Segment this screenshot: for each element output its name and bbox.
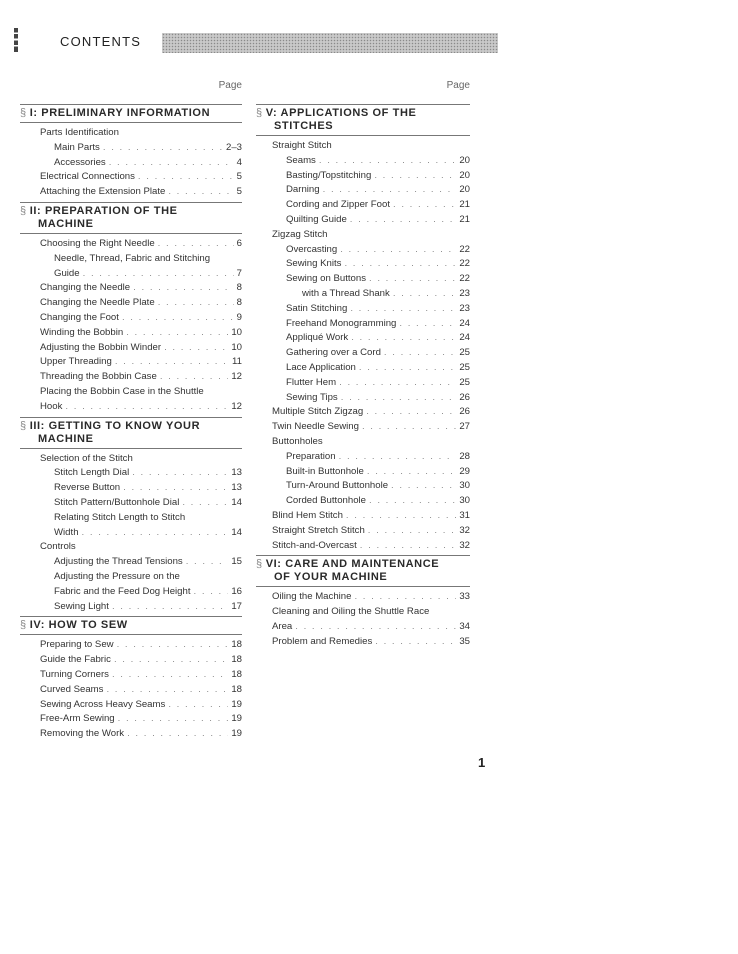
dot-leader	[339, 450, 457, 465]
entry-title: Sewing Knits	[286, 258, 342, 270]
dot-leader	[168, 185, 233, 200]
entry-page: 23	[459, 287, 470, 299]
entry-title: Sewing Light	[54, 600, 109, 612]
toc-entry	[20, 341, 242, 356]
dot-leader	[168, 698, 228, 713]
entry-title: Overcasting	[286, 243, 338, 255]
entry-title: Changing the Needle Plate	[40, 297, 155, 309]
toc-entry	[20, 311, 242, 326]
entry-page: 22	[459, 243, 470, 255]
section-title	[20, 417, 242, 449]
entry-title: Cording and Zipper Foot	[286, 199, 390, 211]
entry-page: 21	[459, 213, 470, 225]
section-symbol: §	[256, 107, 263, 119]
entry-page: 33	[459, 591, 470, 603]
entry-title: Seams	[286, 154, 316, 166]
dot-leader	[354, 590, 456, 605]
section-title-line	[20, 218, 242, 231]
entry-title: Main Parts	[54, 141, 100, 153]
entry-title: Winding the Bobbin	[40, 326, 124, 338]
section-title-line	[20, 420, 242, 433]
dot-leader	[103, 141, 223, 156]
entry-title: Sewing Across Heavy Seams	[40, 698, 166, 710]
dot-leader	[186, 555, 229, 570]
entry-title: Reverse Button	[54, 482, 121, 494]
dot-leader	[118, 712, 229, 727]
dot-leader	[158, 237, 234, 252]
entry-title: Parts Identification	[40, 127, 119, 138]
section-title-text: STITCHES	[274, 120, 334, 132]
entry-title: Electrical Connections	[40, 171, 135, 183]
dot-leader	[114, 653, 228, 668]
header-band	[162, 33, 498, 53]
toc-entry	[256, 272, 470, 287]
entry-title: Needle, Thread, Fabric and Stitching	[54, 252, 211, 264]
entry-title: Accessories	[54, 156, 106, 168]
dot-leader	[393, 198, 456, 213]
toc-entry	[20, 600, 242, 615]
entry-title: Stitch Pattern/Buttonhole Dial	[54, 496, 180, 508]
entry-page: 12	[231, 400, 242, 412]
entry-page: 2–3	[225, 141, 242, 153]
toc-section	[20, 202, 242, 415]
toc-entry	[20, 355, 242, 370]
toc-entry	[256, 317, 470, 332]
toc-entry	[256, 494, 470, 509]
dot-leader	[182, 496, 228, 511]
entry-title: Basting/Topstitching	[286, 169, 372, 181]
toc-entry	[20, 141, 242, 156]
header-mark	[14, 28, 18, 52]
dot-leader	[109, 156, 234, 171]
section-title-text: III: GETTING TO KNOW YOUR	[29, 419, 201, 432]
entry-title: Removing the Work	[40, 728, 125, 740]
entry-title: Area	[272, 620, 293, 632]
entry-title: Attaching the Extension Plate	[40, 186, 166, 198]
entry-page: 7	[236, 267, 242, 279]
dot-leader	[360, 539, 457, 554]
toc-entry	[256, 302, 470, 317]
toc-entry	[256, 590, 470, 605]
entry-page: 10	[231, 341, 242, 353]
dot-leader	[350, 302, 456, 317]
entry-page: 35	[459, 635, 470, 647]
entry-page: 22	[459, 258, 470, 270]
toc-entry	[20, 570, 242, 585]
toc-entry	[256, 287, 470, 302]
toc-section	[20, 104, 242, 200]
section-title-text: OF YOUR MACHINE	[274, 571, 388, 584]
dot-leader	[127, 727, 228, 742]
toc-entry	[256, 169, 470, 184]
entry-page: 25	[459, 376, 470, 388]
toc-entry	[20, 540, 242, 555]
section-title-text: V: APPLICATIONS OF THE	[265, 107, 417, 119]
entry-title: Multiple Stitch Zigzag	[272, 406, 364, 418]
toc-entry	[20, 296, 242, 311]
toc-entry	[256, 420, 470, 435]
entry-page: 17	[231, 600, 242, 612]
entry-page: 11	[232, 356, 242, 368]
entry-page: 27	[459, 421, 470, 433]
toc-entry	[256, 435, 470, 450]
toc-entry	[256, 154, 470, 169]
entry-title: Gathering over a Cord	[286, 347, 381, 359]
toc-entry	[20, 698, 242, 713]
dot-leader	[112, 668, 228, 683]
toc-entry	[256, 228, 470, 243]
entry-title: Adjusting the Bobbin Winder	[40, 341, 162, 353]
section-title-line	[20, 619, 242, 632]
toc-entry	[256, 479, 470, 494]
section-title-line	[20, 433, 242, 446]
entry-title: Straight Stretch Stitch	[272, 524, 365, 536]
entry-title: Turn-Around Buttonhole	[286, 480, 389, 492]
toc-entry	[20, 526, 242, 541]
entry-title: Choosing the Right Needle	[40, 237, 155, 249]
entry-title: Blind Hem Stitch	[272, 509, 343, 521]
dot-leader	[117, 638, 229, 653]
entry-title: Cleaning and Oiling the Shuttle Race	[272, 606, 430, 618]
toc-entry	[256, 361, 470, 376]
entry-title: Curved Seams	[40, 683, 104, 695]
entry-page: 26	[459, 391, 470, 403]
entry-page: 19	[231, 698, 242, 710]
entry-page: 24	[459, 317, 470, 329]
entry-title: Sewing Tips	[286, 391, 338, 403]
dot-leader	[138, 170, 234, 185]
entry-title: Twin Needle Sewing	[272, 421, 359, 433]
dot-leader	[351, 331, 456, 346]
dot-leader	[393, 287, 457, 302]
dot-leader	[112, 600, 228, 615]
entry-title: Upper Threading	[40, 356, 112, 368]
entry-page: 31	[459, 509, 470, 521]
dot-leader	[366, 405, 456, 420]
entry-page: 14	[231, 496, 242, 508]
dot-leader	[344, 257, 456, 272]
toc-entry	[256, 331, 470, 346]
toc-entry	[256, 183, 470, 198]
entry-page: 25	[459, 361, 470, 373]
entry-page: 12	[231, 371, 242, 383]
dot-leader	[106, 683, 228, 698]
toc-entry	[256, 605, 470, 620]
entry-title: Corded Buttonhole	[286, 495, 367, 507]
section-title-text: I: PRELIMINARY INFORMATION	[29, 107, 211, 119]
dot-leader	[319, 154, 456, 169]
entry-title: Problem and Remedies	[272, 635, 373, 647]
section-title	[20, 104, 242, 123]
entry-page: 10	[231, 326, 242, 338]
entry-page: 5	[236, 171, 242, 183]
toc-entry	[256, 465, 470, 480]
entry-page: 21	[459, 199, 470, 211]
entry-title: Stitch Length Dial	[54, 467, 130, 479]
dot-leader	[369, 494, 456, 509]
dot-leader	[164, 341, 228, 356]
entry-page: 29	[459, 465, 470, 477]
entry-page: 22	[459, 273, 470, 285]
toc-entry	[256, 450, 470, 465]
entry-page: 15	[231, 556, 242, 568]
dot-leader	[65, 400, 228, 415]
entry-title: Flutter Hem	[286, 376, 337, 388]
toc-entry	[256, 346, 470, 361]
toc-section	[20, 616, 242, 742]
dot-leader	[350, 213, 457, 228]
section-title-line	[256, 558, 470, 571]
dot-leader	[346, 509, 456, 524]
dot-leader	[341, 391, 457, 406]
entry-page: 24	[459, 332, 470, 344]
section-title-line	[20, 107, 242, 120]
entry-page: 30	[459, 495, 470, 507]
entry-title: Quilting Guide	[286, 213, 347, 225]
entry-page: 16	[231, 585, 242, 597]
entry-page: 18	[231, 668, 242, 680]
dot-leader	[367, 465, 456, 480]
entry-title: Zigzag Stitch	[272, 228, 328, 240]
toc-entry	[20, 668, 242, 683]
section-title-text: IV: HOW TO SEW	[29, 619, 128, 632]
toc-entry	[20, 281, 242, 296]
dot-leader	[359, 361, 456, 376]
section-title	[20, 202, 242, 234]
entry-page: 14	[231, 526, 242, 538]
toc-entry	[256, 139, 470, 154]
entry-title: Sewing on Buttons	[286, 273, 367, 285]
entry-title: Controls	[40, 541, 76, 553]
dot-leader	[122, 311, 234, 326]
dot-leader	[132, 466, 228, 481]
dot-leader	[340, 243, 456, 258]
page-column-label: Page	[218, 80, 242, 91]
section-symbol: §	[20, 419, 27, 432]
toc-entry	[20, 237, 242, 252]
entry-title: Changing the Needle	[40, 282, 131, 294]
toc-entry	[256, 524, 470, 539]
dot-leader	[391, 479, 456, 494]
toc-entry	[20, 252, 242, 267]
toc-entry	[20, 185, 242, 200]
toc-entry	[256, 257, 470, 272]
entry-page: 13	[231, 482, 242, 494]
toc-entry	[20, 170, 242, 185]
dot-leader	[160, 370, 229, 385]
entry-title: Stitch-and-Overcast	[272, 539, 357, 551]
toc-section	[256, 104, 470, 553]
section-title	[20, 616, 242, 635]
toc-entry	[20, 585, 242, 600]
entry-title: Threading the Bobbin Case	[40, 371, 157, 383]
dot-leader	[374, 169, 456, 184]
toc-entry	[20, 370, 242, 385]
section-title	[256, 555, 470, 587]
toc-entry	[20, 466, 242, 481]
entry-page: 20	[459, 184, 470, 196]
dot-leader	[194, 585, 229, 600]
dot-leader	[123, 481, 228, 496]
page-title: CONTENTS	[60, 34, 142, 49]
section-title-line	[256, 107, 470, 120]
toc-entry	[256, 213, 470, 228]
toc-entry	[20, 267, 242, 282]
toc-entry	[20, 712, 242, 727]
toc-entry	[20, 400, 242, 415]
entry-title: Guide	[54, 267, 80, 279]
entry-title: Freehand Monogramming	[286, 317, 397, 329]
dot-leader	[83, 267, 234, 282]
entry-page: 23	[459, 302, 470, 314]
entry-title: Width	[54, 526, 79, 538]
entry-title: Fabric and the Feed Dog Height	[54, 585, 191, 597]
toc-entry	[20, 452, 242, 467]
dot-leader	[158, 296, 234, 311]
toc-entry	[256, 243, 470, 258]
dot-leader	[368, 524, 457, 539]
toc-entry	[256, 198, 470, 213]
toc-entry	[256, 376, 470, 391]
toc-entry	[20, 496, 242, 511]
section-title-text: II: PREPARATION OF THE	[29, 204, 178, 217]
section-title-line	[256, 120, 470, 133]
section-symbol: §	[20, 107, 27, 119]
toc-entry	[256, 405, 470, 420]
entry-page: 13	[231, 467, 242, 479]
toc-entry	[256, 620, 470, 635]
toc-entry	[256, 509, 470, 524]
entry-page: 5	[236, 186, 242, 198]
section-title-line	[20, 205, 242, 218]
entry-page: 32	[459, 539, 470, 551]
page-column-label: Page	[446, 80, 470, 91]
entry-page: 25	[459, 347, 470, 359]
toc-entry	[256, 539, 470, 554]
entry-page: 30	[459, 480, 470, 492]
section-title-text: MACHINE	[38, 432, 94, 445]
entry-title: Changing the Foot	[40, 311, 119, 323]
toc-entry	[20, 385, 242, 400]
entry-title: Guide the Fabric	[40, 654, 111, 666]
entry-page: 9	[236, 311, 242, 323]
toc-entry	[20, 326, 242, 341]
entry-page: 18	[231, 639, 242, 651]
toc-entry	[20, 555, 242, 570]
dot-leader	[375, 635, 456, 650]
entry-title: Adjusting the Thread Tensions	[54, 556, 183, 568]
toc-section	[256, 555, 470, 649]
entry-page: 18	[231, 654, 242, 666]
toc-entry	[20, 481, 242, 496]
dot-leader	[133, 281, 234, 296]
dot-leader	[399, 317, 456, 332]
entry-page: 28	[459, 450, 470, 462]
entry-page: 19	[231, 713, 242, 725]
entry-page: 20	[459, 169, 470, 181]
toc-entry	[256, 635, 470, 650]
entry-page: 18	[231, 683, 242, 695]
toc-entry	[20, 683, 242, 698]
toc-left-column	[20, 80, 242, 742]
entry-page: 34	[459, 620, 470, 632]
entry-title: Placing the Bobbin Case in the Shuttle	[40, 385, 204, 397]
page-number: 1	[478, 755, 486, 770]
entry-title: with a Thread Shank	[302, 287, 390, 299]
entry-title: Satin Stitching	[286, 302, 348, 314]
entry-title: Lace Application	[286, 361, 356, 373]
entry-title: Relating Stitch Length to Stitch	[54, 511, 186, 523]
toc-right-column	[256, 80, 470, 650]
dot-leader	[362, 420, 456, 435]
dot-leader	[295, 620, 456, 635]
entry-title: Darning	[286, 184, 320, 196]
toc-entry	[20, 653, 242, 668]
toc-entry	[20, 727, 242, 742]
entry-page: 19	[231, 728, 242, 740]
entry-title: Oiling the Machine	[272, 591, 352, 603]
entry-title: Appliqué Work	[286, 332, 349, 344]
section-title-text: VI: CARE AND MAINTENANCE	[265, 558, 440, 571]
dot-leader	[126, 326, 228, 341]
dot-leader	[323, 183, 457, 198]
entry-page: 20	[459, 154, 470, 166]
toc-entry	[20, 126, 242, 141]
dot-leader	[82, 526, 229, 541]
dot-leader	[384, 346, 456, 361]
entry-title: Hook	[40, 400, 63, 412]
dot-leader	[369, 272, 456, 287]
section-title	[256, 104, 470, 136]
entry-title: Preparation	[286, 450, 336, 462]
entry-page: 4	[236, 156, 242, 168]
entry-page: 26	[459, 406, 470, 418]
entry-title: Built-in Buttonhole	[286, 465, 364, 477]
entry-title: Straight Stitch	[272, 140, 332, 151]
section-symbol: §	[20, 204, 27, 217]
entry-page: 32	[459, 524, 470, 536]
entry-page: 6	[236, 237, 242, 249]
dot-leader	[339, 376, 456, 391]
entry-page: 8	[236, 282, 242, 294]
entry-title: Preparing to Sew	[40, 639, 114, 651]
toc-entry	[256, 391, 470, 406]
section-title-text: MACHINE	[38, 217, 94, 230]
section-title-line	[256, 571, 470, 584]
toc-section	[20, 417, 242, 615]
toc-entry	[20, 156, 242, 171]
entry-title: Buttonholes	[272, 435, 323, 447]
entry-title: Free-Arm Sewing	[40, 713, 115, 725]
section-symbol: §	[256, 558, 263, 571]
entry-title: Adjusting the Pressure on the	[54, 570, 180, 582]
toc-entry	[20, 511, 242, 526]
toc-entry	[20, 638, 242, 653]
section-symbol: §	[20, 619, 27, 632]
entry-title: Selection of the Stitch	[40, 452, 133, 464]
dot-leader	[115, 355, 229, 370]
entry-title: Turning Corners	[40, 668, 109, 680]
entry-page: 8	[236, 297, 242, 309]
